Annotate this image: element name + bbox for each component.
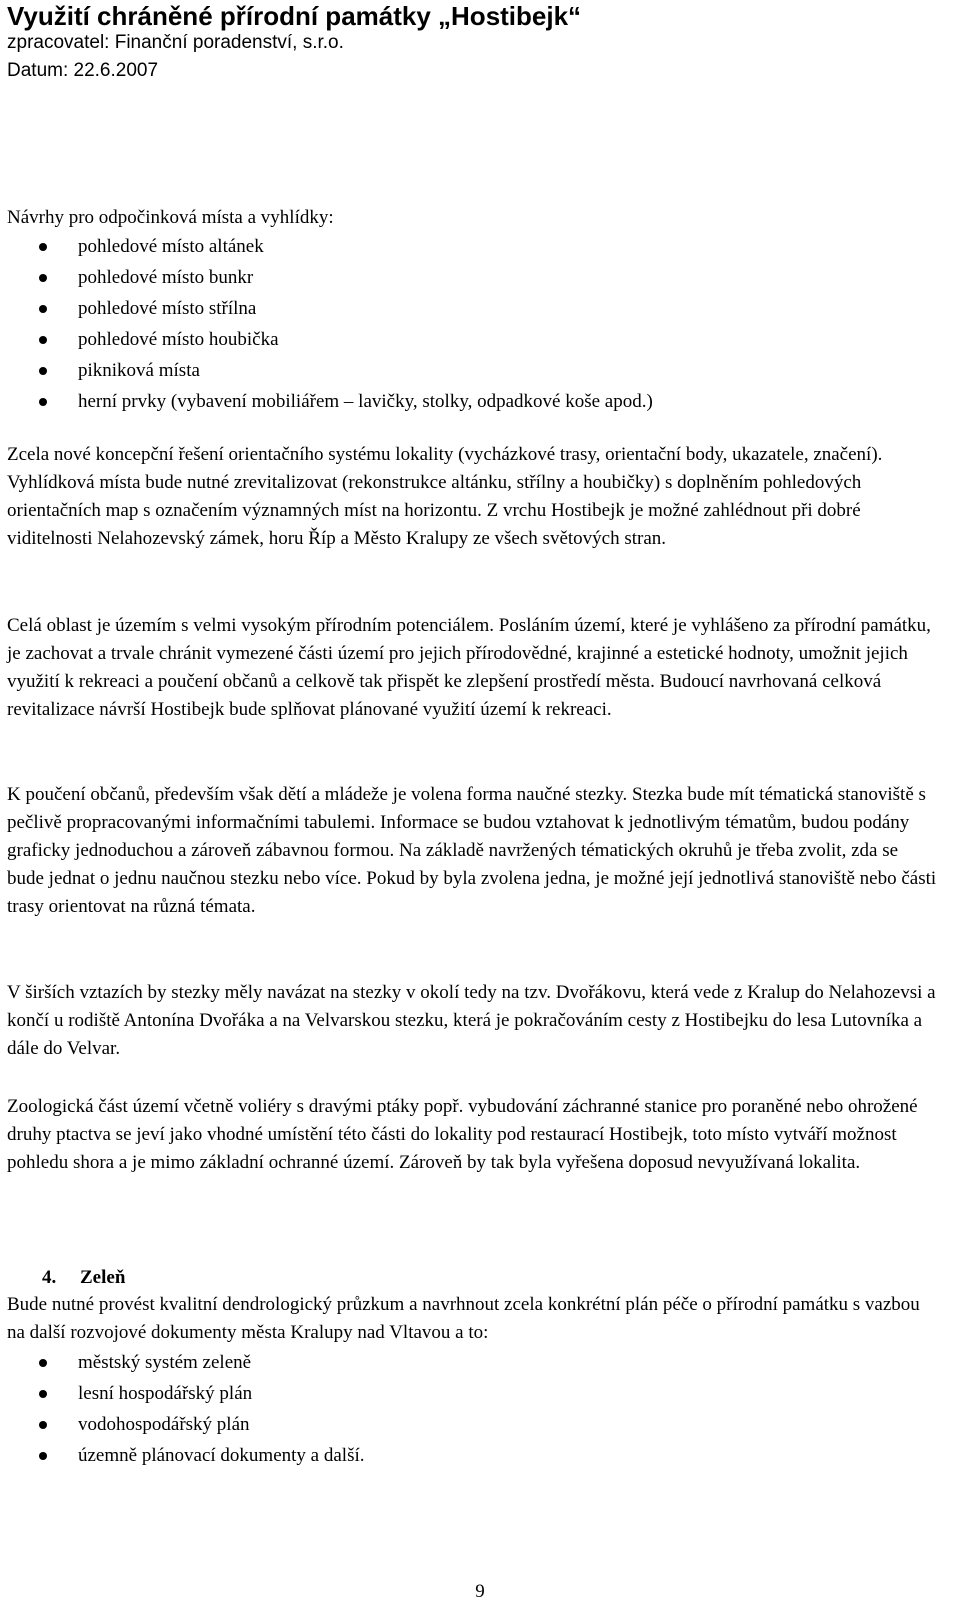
paragraph-zoological-part: Zoologická část území včetně voliéry s dravými ptáky popř. vybudování záchranné stanice pro poraněné nebo ohrožené druhy ptactva se jeví jako vhodné umístění této části do lokality pod restaurací Hostibejk, toto místo vytváří možnost pohledu shora a je mimo základní ochranné území. Zároveň by tak byla vyřešena doposud nevyužívaná lokalita. — [7, 1096, 918, 1173]
list-item — [0, 386, 930, 417]
bullet-icon — [39, 336, 47, 344]
author-line: zpracovatel: Finanční poradenství, s.r.o. — [7, 32, 344, 53]
list-item — [0, 293, 930, 324]
page-number: 9 — [475, 1581, 485, 1602]
list-item-text: pikniková místa — [78, 360, 200, 381]
bullet-icon — [39, 1452, 47, 1460]
bullet-icon — [39, 398, 47, 406]
paragraph-nature-trail: K poučení občanů, především však dětí a mládeže je volena forma naučné stezky. Stezka bude mít tématická stanoviště s pečlivě propracovanými informačními tabulemi. Informace se budou vztahovat k jednotlivým tématům, budou podány graficky jednoduchou a zároveň zábavnou formou. Na základě navržených tématických okruhů je třeba zvolit, zda se bude jednat o jednu naučnou stezku nebo více. Pokud by byla zvolena jedna, je možné její jednotlivá stanoviště nebo části trasy orientovat na různá témata. — [7, 784, 937, 917]
list-item-text: herní prvky (vybavení mobiliářem – lavičky, stolky, odpadkové koše apod.) — [78, 391, 653, 412]
list-item-text: vodohospodářský plán — [78, 1414, 250, 1435]
list-item-text: městský systém zeleně — [78, 1352, 252, 1373]
bullet-icon — [39, 274, 47, 282]
paragraph-wider-relations: V širších vztazích by stezky měly navázat na stezky v okolí tedy na tzv. Dvořákovu, která vede z Kralup do Nelahozevsi a končí u rodiště Antonína Dvořáka a na Velvarskou stezku, která je pokračováním cesty z Hostibejku do lesa Lutovníka a dále do Velvar. — [7, 982, 936, 1059]
list-item-text: pohledové místo houbička — [78, 329, 279, 350]
bullet-icon — [39, 305, 47, 313]
paragraph-natural-potential: Celá oblast je územím s velmi vysokým přírodním potenciálem. Posláním území, které je vyhlášeno za přírodní památku, je zachovat a trvale chránit vymezené části území pro jejich přírodovědné, krajinné a estetické hodnoty, umožnit jejich využití k rekreaci a poučení občanů a celkově tak přispět ke zlepšení prostředí města. Budoucí navrhovaná celková revitalizace návrší Hostibejk bude splňovat plánované využití území k rekreaci. — [7, 615, 931, 720]
list-item-text: územně plánovací dokumenty a další. — [78, 1445, 365, 1466]
bullet-icon — [39, 1359, 47, 1367]
section-title: Zeleň — [80, 1267, 126, 1288]
list-item-text: lesní hospodářský plán — [78, 1383, 253, 1404]
list-item — [0, 1378, 930, 1409]
list-item — [0, 324, 930, 355]
list-item — [0, 1347, 930, 1378]
list-item-text: pohledové místo altánek — [78, 236, 264, 257]
section-number: 4. — [42, 1267, 57, 1288]
paragraph-orientation-system: Zcela nové koncepční řešení orientačního systému lokality (vycházkové trasy, orientační body, ukazatele, značení). Vyhlídková místa bude nutné zrevitalizovat (rekonstrukce altánku, střílny a houbičky) s doplněním pohledových orientačních map s označením významných míst na horizontu. Z vrchu Hostibejk je možné zahlédnout při dobré viditelnosti Nelahozevský zámek, horu Říp a Město Kralupy ze všech světových stran. — [7, 444, 883, 549]
date-line: Datum: 22.6.2007 — [7, 60, 159, 81]
list-item — [0, 355, 930, 386]
list-item-text: pohledové místo střílna — [78, 298, 257, 319]
section-heading — [42, 1264, 125, 1292]
list-item-text: pohledové místo bunkr — [78, 267, 254, 288]
bullet-icon — [39, 243, 47, 251]
bullet-icon — [39, 1421, 47, 1429]
list-item — [0, 262, 930, 293]
list-item — [0, 1440, 930, 1471]
bullet-icon — [39, 367, 47, 375]
list-item — [0, 1409, 930, 1440]
document-title: Využití chráněné přírodní památky „Hostibejk“ — [7, 1, 582, 31]
section-intro: Bude nutné provést kvalitní dendrologický průzkum a navrhnout zcela konkrétní plán péče o přírodní památku s vazbou na další rozvojové dokumenty města Kralupy nad Vltavou a to: — [7, 1294, 920, 1343]
bullet-icon — [39, 1390, 47, 1398]
proposals-heading: Návrhy pro odpočinková místa a vyhlídky: — [7, 207, 334, 228]
greenery-documents-list — [0, 1347, 930, 1471]
list-item — [0, 231, 930, 262]
proposals-list — [0, 231, 930, 417]
